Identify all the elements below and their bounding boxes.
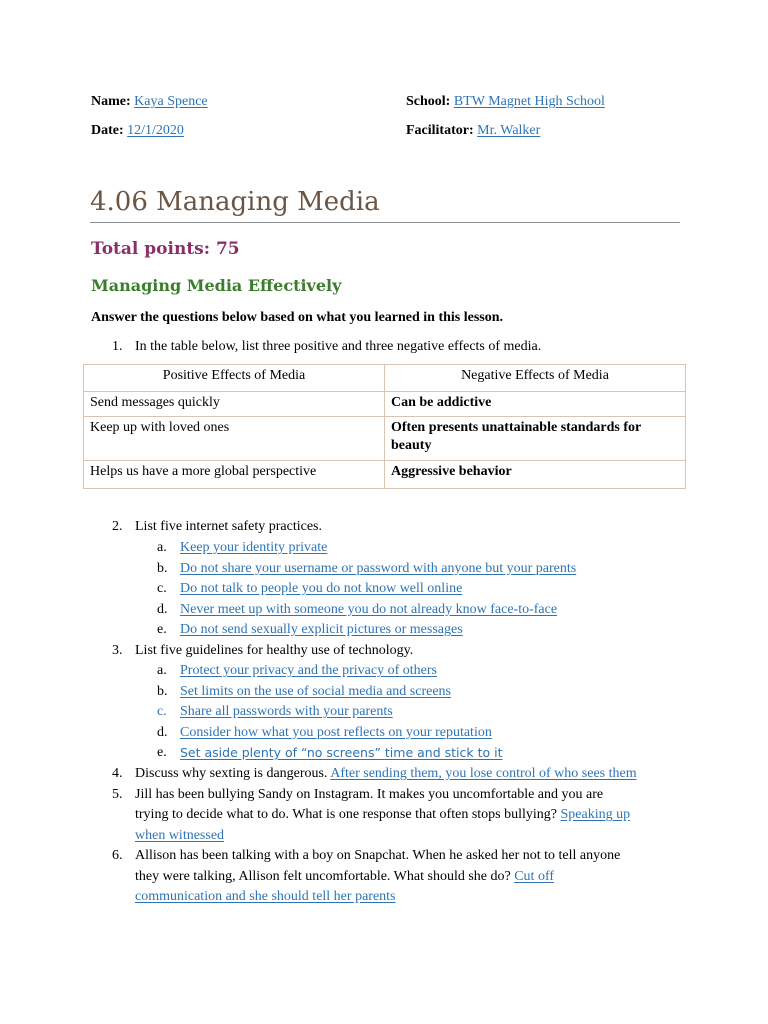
- school-field: [406, 93, 605, 111]
- school-label: School:: [406, 94, 451, 109]
- q4-number: 4.: [112, 766, 123, 781]
- facilitator-value[interactable]: Mr. Walker: [477, 123, 541, 138]
- name-field: [91, 93, 208, 111]
- table-header-row: [84, 365, 686, 392]
- q3-number: 3.: [112, 642, 123, 658]
- positive-cell[interactable]: Keep up with loved ones: [84, 417, 385, 461]
- q3-item-letter: d.: [157, 724, 168, 740]
- effects-table: [83, 364, 686, 489]
- q6-line3: [135, 887, 695, 908]
- q2-item-answer[interactable]: Do not send sexually explicit pictures or messages: [180, 622, 463, 637]
- q3-item-answer[interactable]: Set aside plenty of “no screens” time and stick to it: [180, 745, 503, 760]
- q2-item-answer[interactable]: Do not share your username or password with anyone but your parents: [180, 560, 577, 576]
- q3-item-letter: a.: [157, 663, 167, 678]
- negative-cell[interactable]: Often presents unattainable standards for beauty: [385, 417, 686, 461]
- q2-item-letter: c.: [157, 581, 167, 596]
- q4-line: [135, 764, 695, 785]
- positive-cell[interactable]: Send messages quickly: [84, 392, 385, 417]
- total-points: Total points: 75: [91, 239, 240, 259]
- q5-text-line1: Jill has been bullying Sandy on Instagram. It makes you uncomfortable and you are: [135, 786, 604, 802]
- q2-item-answer[interactable]: Keep your identity private: [180, 540, 328, 555]
- q3-item-letter: c.: [157, 704, 167, 719]
- positive-cell[interactable]: Helps us have a more global perspective: [84, 461, 385, 489]
- q4-answer[interactable]: After sending them, you lose control of who sees them: [330, 766, 637, 781]
- q6-text-line1: Allison has been talking with a boy on Snapchat. When he asked her not to tell anyone: [135, 848, 621, 863]
- q2-item-letter: a.: [157, 540, 167, 555]
- q3-item-answer[interactable]: Set limits on the use of social media and screens: [180, 683, 451, 699]
- page-title: 4.06 Managing Media: [90, 184, 680, 223]
- q2-item-answer[interactable]: Never meet up with someone you do not already know face-to-face: [180, 601, 558, 617]
- name-value[interactable]: Kaya Spence: [134, 94, 208, 109]
- negative-cell[interactable]: Aggressive behavior: [385, 461, 686, 489]
- q2-item-letter: b.: [157, 560, 168, 576]
- facilitator-field: [406, 122, 540, 140]
- school-value[interactable]: BTW Magnet High School: [453, 94, 605, 109]
- q2-item-letter: e.: [157, 622, 167, 637]
- q5-line3: [135, 826, 695, 847]
- q2-number: 2.: [112, 519, 123, 534]
- table-row: [84, 461, 686, 489]
- table-header-positive: Positive Effects of Media: [84, 365, 385, 392]
- q1-text: In the table below, list three positive and three negative effects of media.: [135, 339, 542, 354]
- table-header-negative: Negative Effects of Media: [385, 365, 686, 392]
- q6-answer-line1[interactable]: Cut off: [514, 868, 555, 884]
- q3-item-answer[interactable]: Protect your privacy and the privacy of others: [180, 663, 437, 678]
- q4-text: Discuss why sexting is dangerous.: [135, 766, 328, 781]
- q2-item-letter: d.: [157, 601, 168, 617]
- q5-answer-line1[interactable]: Speaking up: [560, 807, 631, 822]
- q5-answer-line2[interactable]: when witnessed: [135, 827, 225, 843]
- q6-line2: [135, 867, 695, 888]
- q1-number: 1.: [112, 339, 123, 354]
- instructions: Answer the questions below based on what you learned in this lesson.: [91, 310, 504, 325]
- q3-text: List five guidelines for healthy use of technology.: [135, 642, 414, 658]
- facilitator-label: Facilitator:: [406, 123, 474, 138]
- negative-cell[interactable]: Can be addictive: [385, 392, 686, 417]
- section-heading: Managing Media Effectively: [91, 276, 342, 295]
- table-row: [84, 417, 686, 461]
- date-label: Date:: [91, 123, 124, 138]
- q6-text-line2: they were talking, Allison felt uncomfortable. What should she do?: [135, 868, 511, 884]
- name-label: Name:: [91, 94, 131, 109]
- q5-text-line2: trying to decide what to do. What is one response that often stops bullying?: [135, 807, 557, 822]
- q3-item-letter: b.: [157, 683, 168, 699]
- table-row: [84, 392, 686, 417]
- q3-item-answer[interactable]: Share all passwords with your parents: [180, 704, 393, 719]
- q2-text: List five internet safety practices.: [135, 519, 322, 534]
- q3-item-letter: e.: [157, 745, 167, 760]
- q3-item-answer[interactable]: Consider how what you post reflects on your reputation: [180, 724, 492, 740]
- date-value[interactable]: 12/1/2020: [127, 123, 184, 138]
- q6-number: 6.: [112, 848, 123, 863]
- date-field: [91, 122, 184, 140]
- q5-line2: [135, 805, 695, 826]
- q5-number: 5.: [112, 786, 123, 802]
- q6-answer-line2[interactable]: communication and she should tell her parents: [135, 889, 396, 904]
- q2-item-answer[interactable]: Do not talk to people you do not know well online: [180, 581, 463, 596]
